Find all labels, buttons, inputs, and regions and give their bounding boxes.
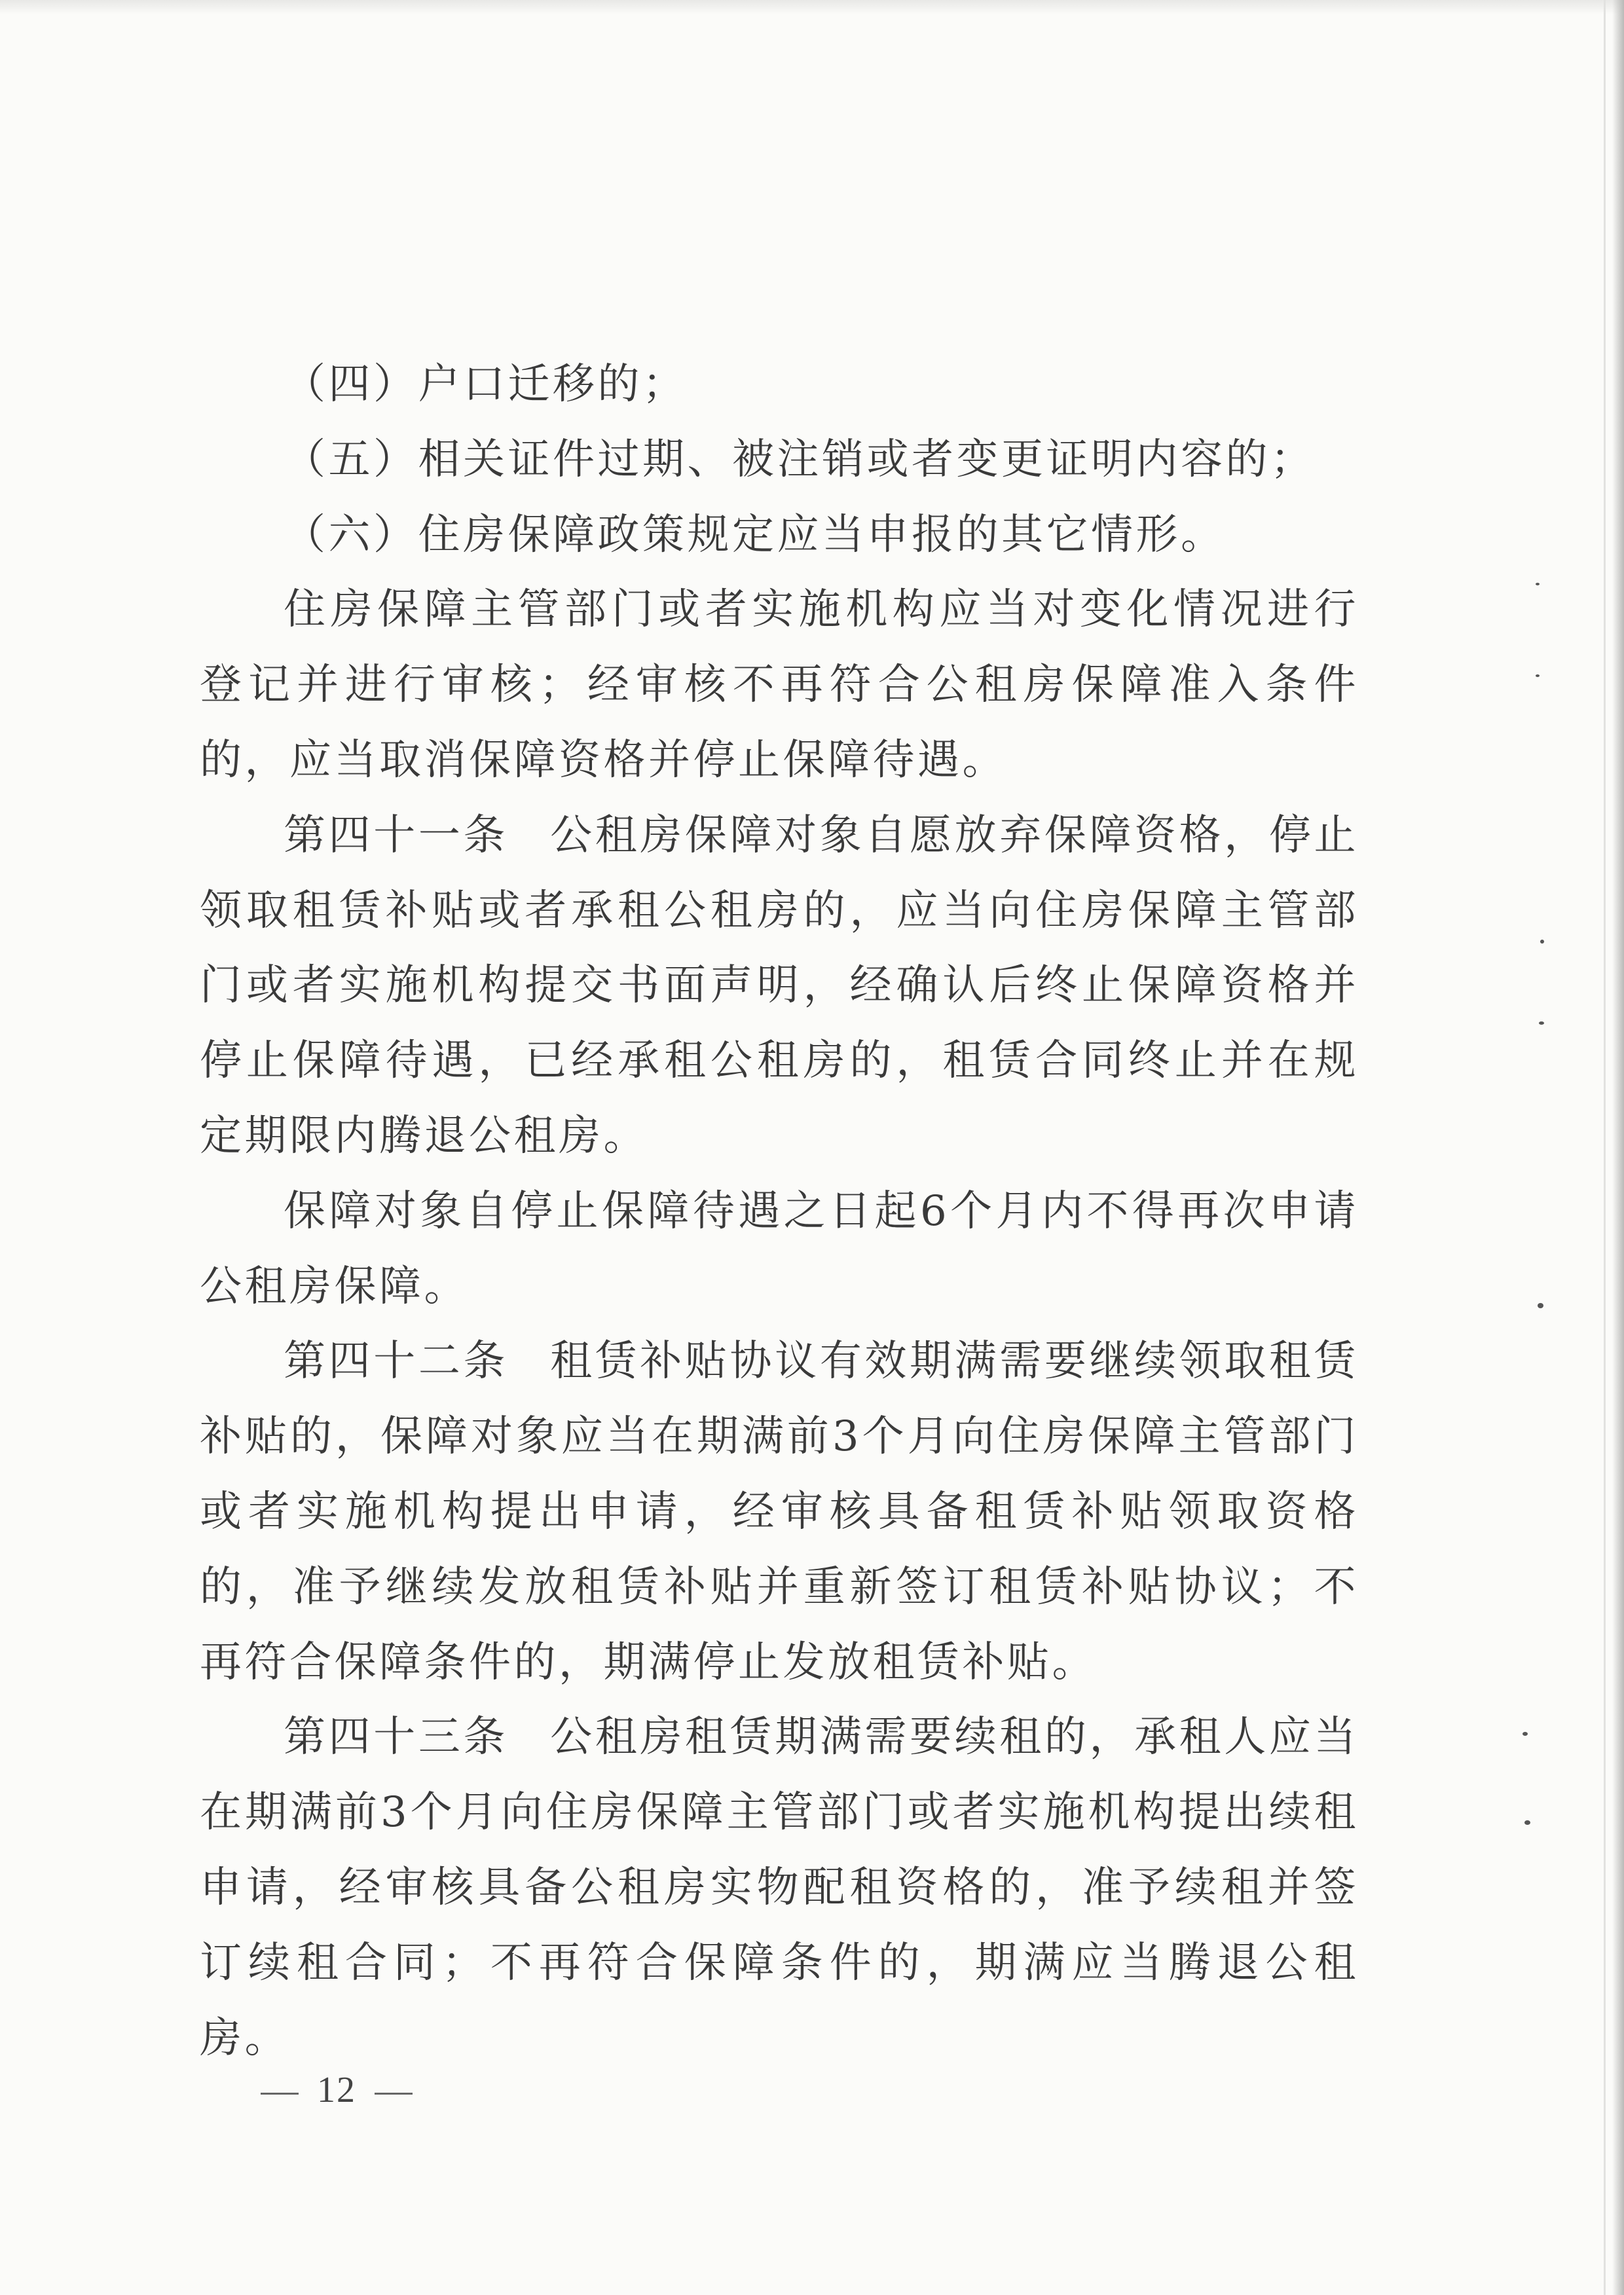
scan-edge-top — [0, 0, 1624, 14]
list-item-6: （六）住房保障政策规定应当申报的其它情形。 — [284, 510, 1226, 559]
article-43-number: 第四十三条 — [284, 1713, 509, 1762]
page-number: 12 — [317, 2070, 356, 2110]
page-footer — [242, 2069, 431, 2111]
scan-speck — [1522, 1732, 1528, 1736]
article-41-number: 第四十一条 — [284, 811, 509, 860]
article-41 — [200, 798, 1359, 1174]
article-42-number: 第四十二条 — [284, 1337, 509, 1386]
list-item-5: （五）相关证件过期、被注销或者变更证明内容的； — [284, 435, 1316, 484]
scan-speck — [1524, 1820, 1530, 1825]
scan-line-right — [1604, 0, 1606, 2295]
article-43 — [200, 1700, 1359, 2076]
footer-dash-right — [375, 2093, 413, 2095]
scan-speck — [1536, 583, 1540, 585]
scan-edge-right — [1612, 0, 1624, 2295]
scan-speck — [1539, 1021, 1544, 1025]
article-42-text: 租赁补贴协议有效期满需要继续领取租赁补贴的，保障对象应当在期满前3个月向住房保障主管部门或者实施机构提出申请，经审核具备租赁补贴领取资格的，准予继续发放租赁补贴并重新签订租赁补贴协议；不再符合保障条件的，期满停止发放租赁补贴。 — [200, 1337, 1359, 1687]
footer-dash-left — [261, 2093, 299, 2095]
list-item-4: （四）户口迁移的； — [284, 360, 688, 409]
article-41-text: 公租房保障对象自愿放弃保障资格，停止领取租赁补贴或者承租公租房的，应当向住房保障主管部门或者实施机构提交书面声明，经确认后终止保障资格并停止保障待遇，已经承租公租房的，租赁合同终止并在规定期限内腾退公租房。 — [200, 811, 1359, 1160]
article-43-text: 公租房租赁期满需要续租的，承租人应当在期满前3个月向住房保障主管部门或者实施机构提出续租申请，经审核具备公租房实物配租资格的，准予续租并签订续租合同；不再符合保障条件的，期满应当腾退公租房。 — [200, 1713, 1359, 2063]
scan-speck — [1540, 940, 1544, 944]
document-body — [200, 347, 1359, 2076]
article-42 — [200, 1324, 1359, 1700]
paragraph-review: 住房保障主管部门或者实施机构应当对变化情况进行登记并进行审核；经审核不再符合公租房保障准入条件的，应当取消保障资格并停止保障待遇。 — [200, 585, 1359, 784]
scan-speck — [1536, 674, 1540, 677]
paragraph-reapply: 保障对象自停止保障待遇之日起6个月内不得再次申请公租房保障。 — [200, 1186, 1359, 1311]
scan-speck — [1538, 1303, 1543, 1308]
